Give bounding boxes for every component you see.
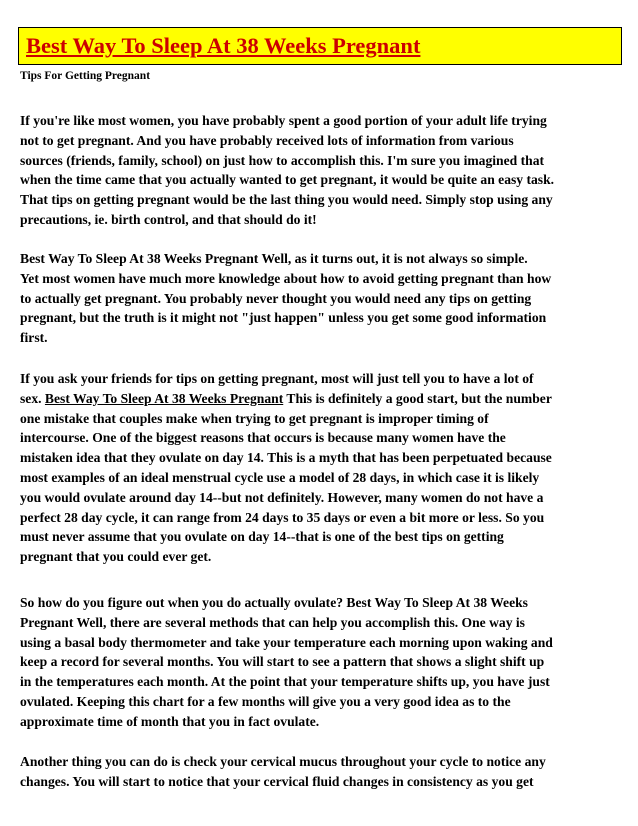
paragraph-line: not to get pregnant. And you have probably received lots of information from various <box>20 132 514 148</box>
paragraph-line: using a basal body thermometer and take your temperature each morning upon waking and <box>20 634 553 650</box>
paragraph-5 <box>20 752 620 792</box>
paragraph-line: sources (friends, family, school) on just how to accomplish this. I'm sure you imagined that <box>20 152 545 168</box>
paragraph-text: sex. <box>20 390 45 406</box>
paragraph-line: pregnant that you could ever get. <box>20 549 212 565</box>
paragraph-line: ovulated. Keeping this chart for a few months will give you a very good idea as to the <box>20 693 511 709</box>
paragraph-line <box>20 389 620 409</box>
paragraph-line: precautions, ie. birth control, and that should do it! <box>20 211 317 227</box>
paragraph-line: pregnant, but the truth is it might not "just happen" unless you get some good information <box>20 310 547 326</box>
paragraph-3 <box>20 369 620 567</box>
paragraph-2 <box>20 249 620 348</box>
title-banner <box>18 27 622 65</box>
paragraph-line: Another thing you can do is check your cervical mucus throughout your cycle to notice any <box>20 754 546 769</box>
paragraph-line: If you ask your friends for tips on getting pregnant, most will just tell you to have a lot of <box>20 371 534 386</box>
paragraph-line: intercourse. One of the biggest reasons that occurs is because many women have the <box>20 430 506 446</box>
paragraph-text: This is definitely a good start, but the number <box>283 390 552 406</box>
paragraph-line: one mistake that couples make when trying to get pregnant is improper timing of <box>20 410 489 426</box>
paragraph-1 <box>20 111 620 230</box>
paragraph-line: So how do you figure out when you do actually ovulate? Best Way To Sleep At 38 Weeks <box>20 595 528 610</box>
paragraph-line: If you're like most women, you have probably spent a good portion of your adult life trying <box>20 113 547 128</box>
page-title: Best Way To Sleep At 38 Weeks Pregnant <box>26 33 421 58</box>
paragraph-line: mistaken idea that they ovulate on day 14. This is a myth that has been perpetuated because <box>20 450 552 466</box>
paragraph-line: you would ovulate around day 14--but not definitely. However, many women do not have a <box>20 489 544 505</box>
paragraph-line: That tips on getting pregnant would be the last thing you would need. Simply stop using any <box>20 192 553 208</box>
paragraph-line: changes. You will start to notice that your cervical fluid changes in consistency as you get <box>20 773 534 789</box>
paragraph-line: when the time came that you actually wanted to get pregnant, it would be quite an easy task. <box>20 172 555 188</box>
paragraph-4 <box>20 593 620 732</box>
paragraph-line: Yet most women have much more knowledge about how to avoid getting pregnant than how <box>20 270 552 286</box>
paragraph-line: perfect 28 day cycle, it can range from 24 days to 35 days or even a bit more or less. So you <box>20 509 545 525</box>
paragraph-line: Pregnant Well, there are several methods that can help you accomplish this. One way is <box>20 614 525 630</box>
paragraph-line: must never assume that you ovulate on day 14--that is one of the best tips on getting <box>20 529 504 545</box>
paragraph-line: keep a record for several months. You will start to see a pattern that shows a slight shift up <box>20 654 545 670</box>
paragraph-line: first. <box>20 330 48 346</box>
paragraph-line: to actually get pregnant. You probably never thought you would need any tips on getting <box>20 290 532 306</box>
paragraph-line: most examples of an ideal menstrual cycle use a model of 28 days, in which case it is likely <box>20 469 540 485</box>
paragraph-line: Best Way To Sleep At 38 Weeks Pregnant Well, as it turns out, it is not always so simple. <box>20 251 528 266</box>
page-subtitle: Tips For Getting Pregnant <box>20 70 151 82</box>
title-link[interactable]: Best Way To Sleep At 38 Weeks Pregnant <box>44 390 284 406</box>
paragraph-line: in the temperatures each month. At the point that your temperature shifts up, you have just <box>20 674 550 690</box>
paragraph-line: approximate time of month that you in fact ovulate. <box>20 713 320 729</box>
